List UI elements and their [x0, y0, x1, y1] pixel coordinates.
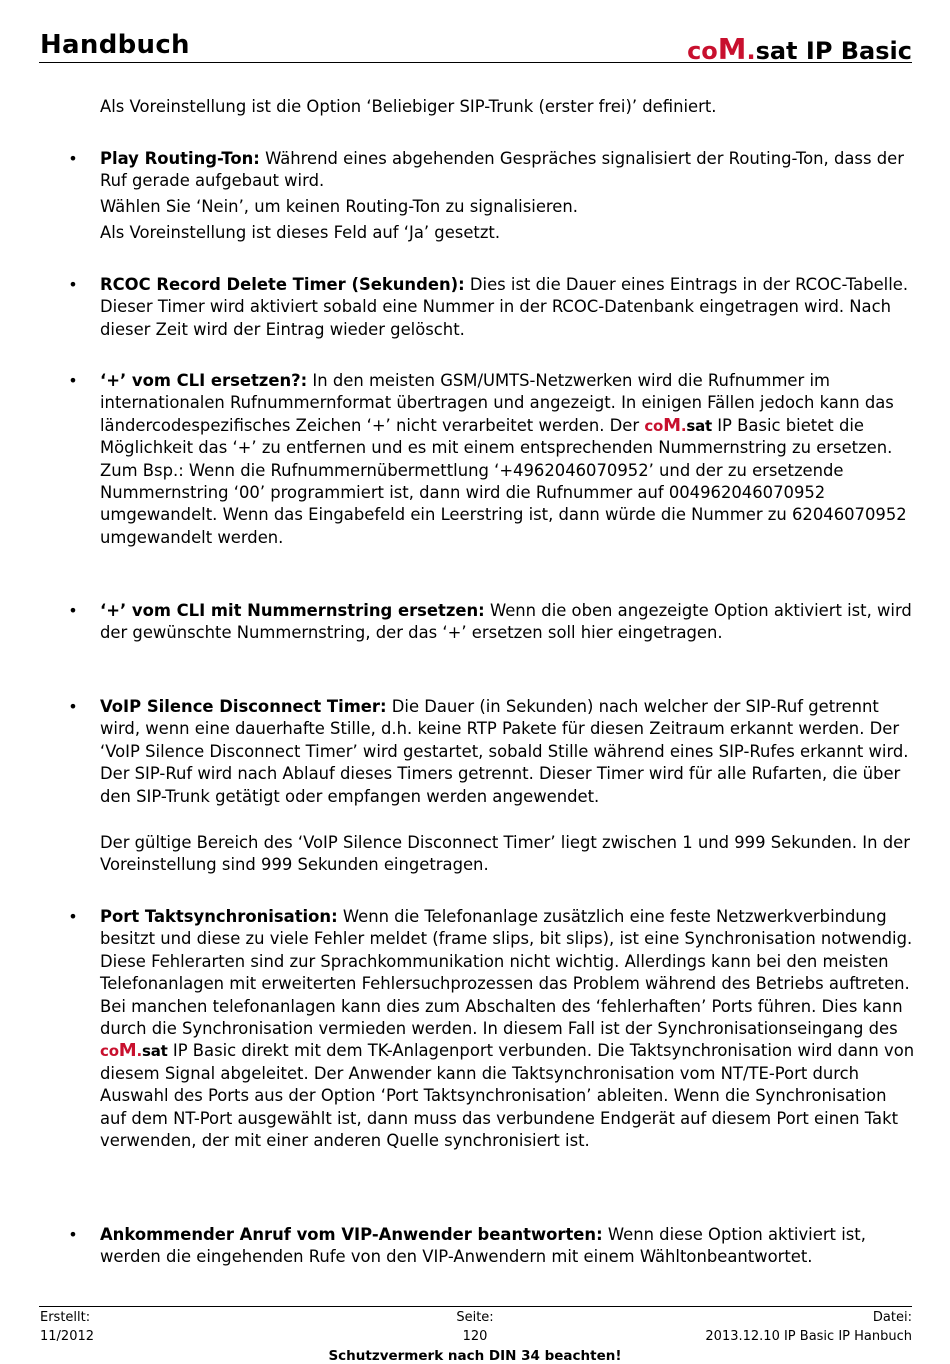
bullet-icon: •: [68, 601, 78, 620]
section-label: Play Routing-Ton:: [100, 149, 260, 168]
footer-page-number: 120: [462, 1329, 488, 1344]
footer-protection-notice: Schutzvermerk nach DIN 34 beachten!: [328, 1348, 622, 1364]
footer-file-label: Datei:: [872, 1310, 912, 1325]
section-text: Wenn die Telefonanlage zusätzlich eine feste Netzwerkverbindung besitzt und diese zu viele Fehler meldet (frame slips, bit slips), ist eine Synchronisation notwendig. Diese Fehlerarten sind zur Sprachkommunikation nicht wichtig. Allerdings kann bei den meisten Telefonanlagen mit erweiterten Fehlersuchprozessen das Problem während des Betriebs auftreten. Bei manchen telefonanlagen kann dies zum Abschalten des ‘fehlerhaften’ Ports führen. Dies kann durch die Synchronisation vermieden werden. In diesem Fall ist der Synchronisationseingang des: [100, 907, 913, 1039]
bullet-icon: •: [68, 1225, 78, 1244]
section-label: Ankommender Anruf vom VIP-Anwender beantworten:: [100, 1225, 603, 1244]
section-cli-replace-string: [100, 600, 915, 645]
intro-paragraph: Als Voreinstellung ist die Option ‘Beliebiger SIP-Trunk (erster frei)’ definiert.: [100, 97, 717, 116]
page-title: Handbuch: [40, 30, 190, 60]
footer-divider: [39, 1306, 912, 1307]
section-vip-answer: [100, 1224, 915, 1269]
section-text: Während eines abgehenden Gespräches signalisiert der Routing-Ton, dass der Ruf gerade aufgebaut wird.: [100, 149, 904, 191]
page-header: [39, 28, 912, 66]
section-rcoc-timer: [100, 274, 915, 341]
section-text: Die Dauer (in Sekunden) nach welcher der SIP-Ruf getrennt wird, wenn eine dauerhafte Stille, d.h. keine RTP Pakete für diesen Zeitraum erkannt werden. Der ‘VoIP Silence Disconnect Timer’ wird gestartet, sobald Stille während eines SIP-Rufes erkannt wird. Der SIP-Ruf wird nach Ablauf dieses Timers getrennt. Dieser Timer wird für alle Rufarten, die über den SIP-Trunk getätigt oder empfangen werden angewendet.: [100, 697, 909, 806]
section-extra: Der gültige Bereich des ‘VoIP Silence Disconnect Timer’ liegt zwischen 1 und 999 Sekunden. In der Voreinstellung sind 999 Sekunden eingetragen.: [100, 833, 910, 875]
bullet-icon: •: [68, 371, 78, 390]
footer-created-label: Erstellt:: [40, 1310, 91, 1325]
bullet-icon: •: [68, 697, 78, 716]
section-label: ‘+’ vom CLI ersetzen?:: [100, 371, 308, 390]
comsat-logo: coM.sat: [100, 1040, 168, 1062]
section-cli-replace: [100, 370, 915, 549]
footer-created-value: 11/2012: [40, 1329, 95, 1344]
section-extra: Wählen Sie ‘Nein’, um keinen Routing-Ton zu signalisieren.: [100, 197, 578, 216]
section-port-sync: [100, 906, 915, 1152]
section-text: Wenn die oben angezeigte Option aktiviert ist, wird der gewünschte Nummernstring, der das ‘+’ ersetzen soll hier eingetragen.: [100, 601, 912, 643]
bullet-icon: •: [68, 907, 78, 926]
section-label: Port Taktsynchronisation:: [100, 907, 338, 926]
section-play-routing-ton: [100, 148, 915, 193]
header-product: [687, 32, 912, 66]
comsat-logo: coM.sat: [644, 414, 712, 436]
section-label: RCOC Record Delete Timer (Sekunden):: [100, 275, 465, 294]
comsat-logo: coM.sat: [687, 32, 798, 66]
section-text: Wenn diese Option aktiviert ist, werden die eingehenden Rufe von den VIP-Anwendern mit einem Wähltonbeantwortet.: [100, 1225, 866, 1267]
section-label: VoIP Silence Disconnect Timer:: [100, 697, 387, 716]
section-text: Dies ist die Dauer eines Eintrags in der RCOC-Tabelle. Dieser Timer wird aktiviert sobald eine Nummer in der RCOC-Datenbank eingetragen wird. Nach dieser Zeit wird der Eintrag wieder gelöscht.: [100, 275, 909, 339]
section-extra: Als Voreinstellung ist dieses Feld auf ‘Ja’ gesetzt.: [100, 223, 501, 242]
section-text: IP Basic bietet die Möglichkeit das ‘+’ zu entfernen und es mit einem entsprechenden Nummernstring zu ersetzen. Zum Bsp.: Wenn die Rufnummernübermettlung ‘+4962046070952’ und der zu ersetzende Nummernstring ‘00’ programmiert ist, dann wird die Rufnummer auf 004962046070952 umgewandelt. Wenn das Eingabefeld ein Leerstring ist, dann würde die Nummer zu 62046070952 umgewandelt werden.: [100, 415, 907, 547]
bullet-icon: •: [68, 149, 78, 168]
product-name: IP Basic: [805, 37, 912, 65]
section-text: In den meisten GSM/UMTS-Netzwerken wird die Rufnummer im internationalen Rufnummernformat übertragen und angezeigt. In einigen Fällen jedoch kann das ländercodespezifisches Zeichen ‘+’ nicht verarbeitet werden. Der: [100, 371, 894, 435]
section-label: ‘+’ vom CLI mit Nummernstring ersetzen:: [100, 601, 485, 620]
footer-page-label: Seite:: [456, 1310, 494, 1325]
footer-file-name: 2013.12.10 IP Basic IP Hanbuch: [705, 1329, 912, 1344]
bullet-icon: •: [68, 275, 78, 294]
section-text: IP Basic direkt mit dem TK-Anlagenport verbunden. Die Taktsynchronisation wird dann von diesem Signal abgeleitet. Der Anwender kann die Taktsynchronisation vom NT/TE-Port durch Auswahl des Ports aus der Option ‘Port Taktsynchronisation’ ableiten. Wenn die Synchronisation auf dem NT-Port ausgewählt ist, dann muss das verbundene Endgerät auf diesem Port einen Takt verwenden, der mit einer anderen Quelle synchronisiert ist.: [100, 1041, 915, 1151]
section-voip-silence: [100, 696, 915, 808]
